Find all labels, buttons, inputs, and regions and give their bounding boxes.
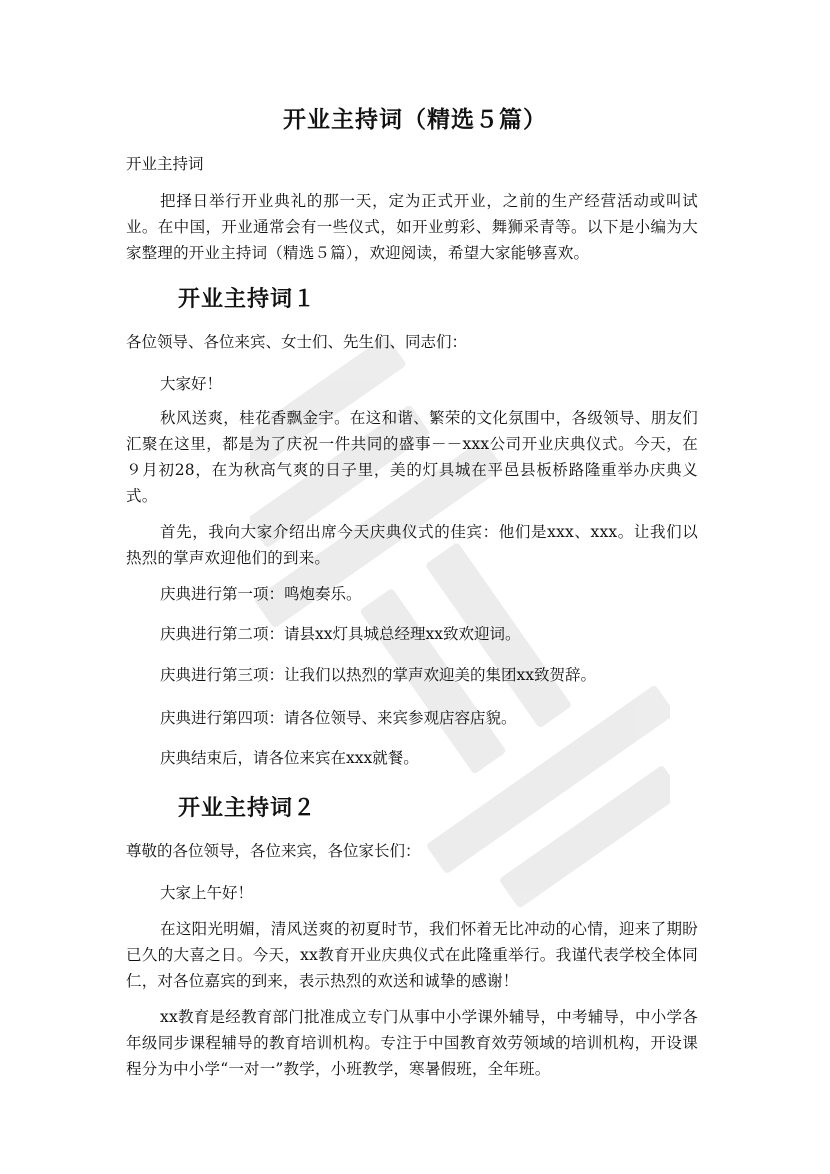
document-title: 开业主持词（精选５篇） <box>283 106 547 133</box>
section-2-salutation: 尊敬的各位领导，各位来宾，各位家长们： <box>126 842 421 860</box>
section-1-salutation: 各位领导、各位来宾、女士们、先生们、同志们： <box>126 333 468 351</box>
section-1-item-1: 庆典进行第一项：鸣炮奏乐。 <box>160 585 362 603</box>
section-2-greeting: 大家上午好！ <box>160 884 254 902</box>
section-2-heading: 开业主持词２ <box>178 795 317 821</box>
intro-paragraph: 把择日举行开业典礼的那一天，定为正式开业，之前的生产经营活动或叫试业。在中国，开业通常会有一些仪式，如开业剪彩、舞狮采青等。以下是小编为大家整理的开业主持词（精选５篇），欢迎阅读，希望大家能够喜欢。 <box>126 192 698 262</box>
section-1-closing: 庆典结束后，请各位来宾在xxx就餐。 <box>160 749 419 767</box>
section-1-item-3: 庆典进行第三项：让我们以热烈的掌声欢迎美的集团xx致贺辞。 <box>160 666 596 684</box>
document-subtitle: 开业主持词 <box>126 155 204 173</box>
section-2-paragraph-1: 在这阳光明媚，清风送爽的初夏时节，我们怀着无比冲动的心情，迎来了期盼已久的大喜之日。今天，xx教育开业庆典仪式在此隆重举行。我谨代表学校全体同仁，对各位嘉宾的到来，表示热烈的欢送和诚挚的感谢！ <box>126 920 698 990</box>
section-1-item-2: 庆典进行第二项：请县xx灯具城总经理xx致欢迎词。 <box>160 625 521 643</box>
section-1-item-4: 庆典进行第四项：请各位领导、来宾参观店容店貌。 <box>160 709 517 727</box>
section-2-paragraph-2: xx教育是经教育部门批准成立专门从事中小学课外辅导，中考辅导，中小学各年级同步课程辅导的教育培训机构。专注于中国教育效劳领域的培训机构，开设课程分为中小学“一对一”教学，小班教学，寒暑假班，全年班。 <box>126 1008 698 1078</box>
section-1-greeting: 大家好！ <box>160 375 223 393</box>
section-1-paragraph-2: 首先，我向大家介绍出席今天庆典仪式的佳宾：他们是xxx、xxx。让我们以热烈的掌声欢迎他们的到来。 <box>126 523 698 567</box>
section-1-paragraph-1: 秋风送爽，桂花香飘金宇。在这和谐、繁荣的文化氛围中，各级领导、朋友们汇聚在这里，都是为了庆祝一件共同的盛事－－xxx公司开业庆典仪式。今天，在９月初28，在为秋高气爽的日子里，美的灯具城在平邑县板桥路隆重举办庆典义式。 <box>126 409 698 505</box>
section-1-heading: 开业主持词１ <box>178 286 317 312</box>
